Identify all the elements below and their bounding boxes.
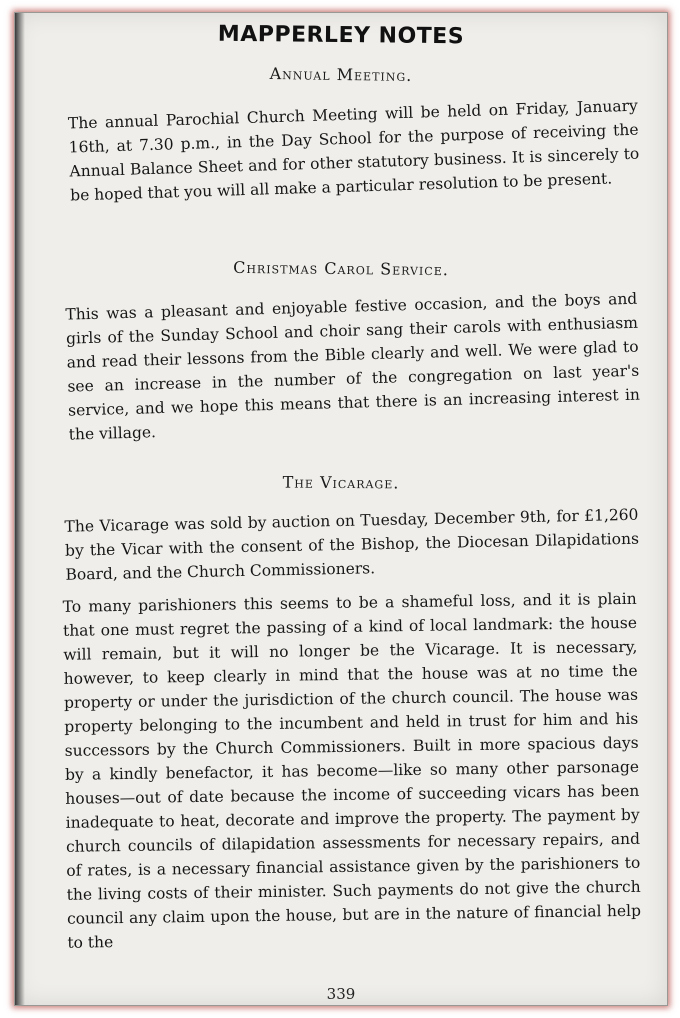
- page-edge-shadow: [15, 13, 25, 1005]
- paragraph-text: This was a pleasant and enjoyable festive occasion, and the boys and girls of the Sunday School and choir sang their carols with enthusiasm and read their lessons from the Bible clearly and well. We were glad to see an increase in the number of the congregation on last year's service, and we hope this means that there is an increasing interest in the village.: [65, 289, 641, 444]
- page-number: 339: [326, 985, 356, 1003]
- paragraph-text: The annual Parochial Church Meeting will be held on Friday, January 16th, at 7.30 p.m., in the Day School for the purpose of receiving the Annual Balance Sheet and for other statutory business. It is sincerely to be hoped that you will all make a particular resolution to be present.: [67, 96, 640, 205]
- page-title: MAPPERLEY NOTES: [217, 21, 465, 50]
- heading-the-vicarage: The Vicarage.: [282, 472, 400, 493]
- document-page: [14, 12, 668, 1006]
- paragraph-vicarage-sale: [38, 503, 639, 588]
- paragraph-text: To many parishioners this seems to be a shameful loss, and it is plain that one must regret the passing of a kind of local landmark: the house will remain, but it will no longer be the Vicarage. It is necessary, however, to keep clearly in mind that the house was at no time the property or under the jurisdiction of the church council. The house was property belonging to the incumbent and held in trust for him and his successors by the Church Commissioners. Built in more spacious days by a kindly benefactor, it has become—like so many other parsonage houses—out of date because the income of succeeding vicars has been inadequate to heat, decorate and improve the property. The payment by church councils of dilapidation assessments for necessary repairs, and of rates, is a necessary financial assistance given by the parishioners to the living costs of their minister. Such payments do not give the church council any claim upon the house, but are in the nature of financial help to the: [62, 589, 642, 952]
- paragraph-annual-meeting: [42, 94, 641, 209]
- heading-christmas-carol-service: Christmas Carol Service.: [233, 257, 449, 280]
- paragraph-vicarage-discussion: [37, 587, 642, 955]
- paragraph-christmas-carol-service: [39, 287, 641, 448]
- paragraph-text: The Vicarage was sold by auction on Tuesday, December 9th, for £1,260 by the Vicar with the consent of the Bishop, the Diocesan Dilapidations Board, and the Church Commissioners.: [64, 505, 640, 584]
- heading-annual-meeting: Annual Meeting.: [269, 64, 413, 85]
